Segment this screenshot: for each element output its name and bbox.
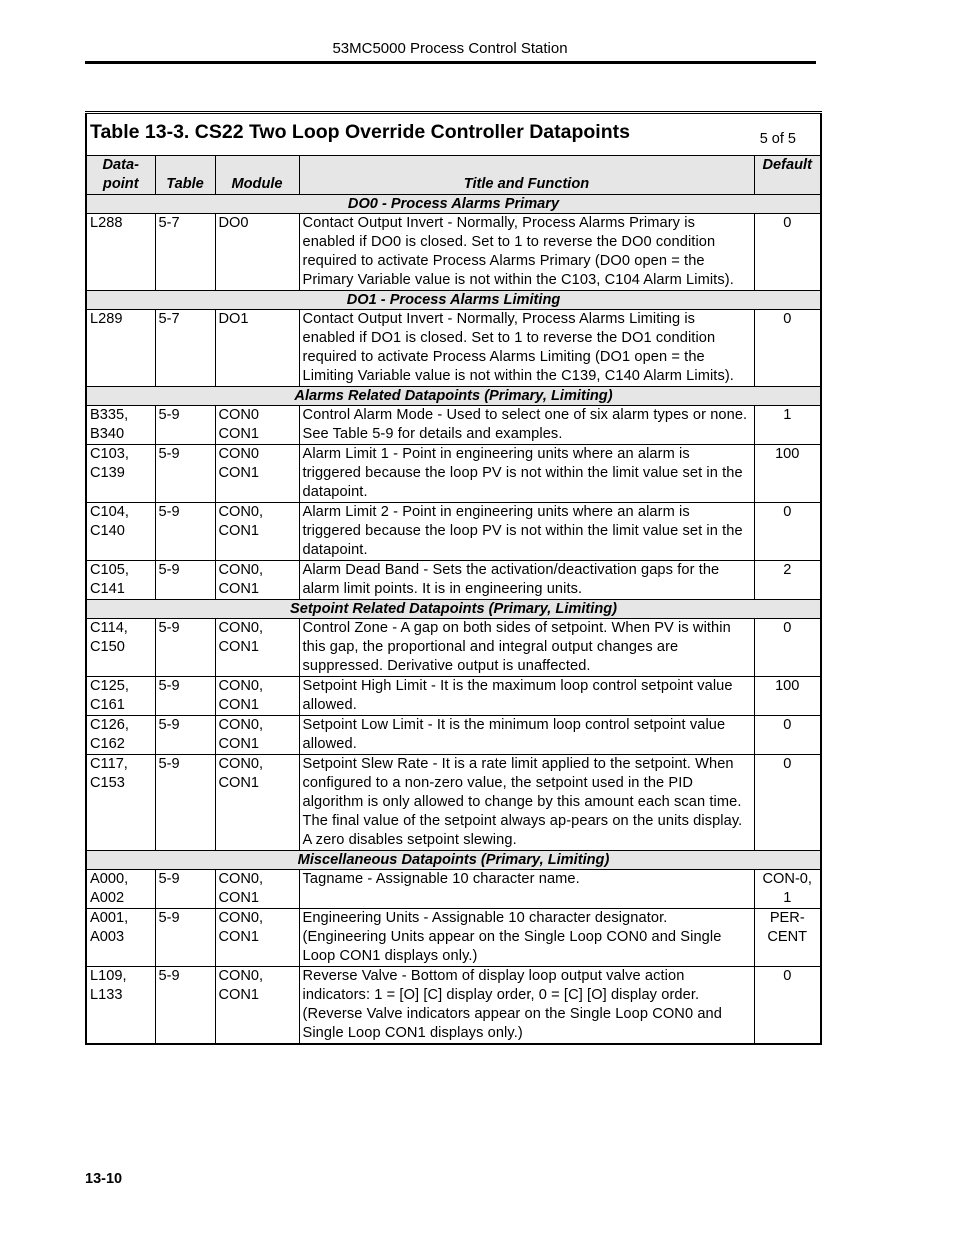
page-header-title: 53MC5000 Process Control Station	[332, 40, 568, 57]
table-title-row	[86, 113, 821, 156]
column-header-datapoint-line2: point	[102, 176, 139, 192]
cell-module: CON0 CON1	[215, 445, 299, 503]
cell-function: Tagname - Assignable 10 character name.	[299, 870, 754, 909]
cell-table: 5-9	[155, 967, 215, 1045]
cell-datapoint: C103, C139	[86, 445, 155, 503]
column-header-row	[86, 156, 821, 195]
cell-module: CON0, CON1	[215, 967, 299, 1045]
cell-function: Setpoint Slew Rate - It is a rate limit applied to the setpoint. When configured to a non-zero value, the setpoint used in the PID algorithm is only allowed to change by this amount each scan time. The final value of the setpoint always ap-pears on the units display. A zero disables setpoint slewing.	[299, 755, 754, 851]
cell-datapoint: C105, C141	[86, 561, 155, 600]
cell-datapoint: C126, C162	[86, 716, 155, 755]
table-row	[86, 561, 821, 600]
cell-module: CON0, CON1	[215, 503, 299, 561]
cell-table: 5-9	[155, 445, 215, 503]
cell-default: 100	[754, 677, 821, 716]
table-row	[86, 870, 821, 909]
cell-function: Control Zone - A gap on both sides of setpoint. When PV is within this gap, the proportional and integral output changes are suppressed. Derivative output is unaffected.	[299, 619, 754, 677]
page-number: 13-10	[85, 1171, 123, 1187]
cell-default: PER-CENT	[754, 909, 821, 967]
cell-table: 5-9	[155, 870, 215, 909]
cell-function: Setpoint High Limit - It is the maximum loop control setpoint value allowed.	[299, 677, 754, 716]
section-header-row	[86, 195, 821, 214]
cell-table: 5-9	[155, 503, 215, 561]
section-title: DO0 - Process Alarms Primary	[86, 195, 821, 214]
cell-datapoint: C104, C140	[86, 503, 155, 561]
column-header-function: Title and Function	[299, 156, 754, 195]
cell-module: CON0, CON1	[215, 677, 299, 716]
cell-module: CON0, CON1	[215, 561, 299, 600]
table-row	[86, 909, 821, 967]
cell-datapoint: C125, C161	[86, 677, 155, 716]
section-header-row	[86, 291, 821, 310]
table-row	[86, 967, 821, 1045]
column-header-module: Module	[215, 156, 299, 195]
cell-table: 5-9	[155, 619, 215, 677]
cell-module: DO1	[215, 310, 299, 387]
cell-function: Contact Output Invert - Normally, Process Alarms Primary is enabled if DO0 is closed. Set to 1 to reverse the DO0 condition required to activate Process Alarms Primary (DO0 open = the Primary Variable value is not within the C103, C104 Alarm Limits).	[299, 214, 754, 291]
table-row	[86, 716, 821, 755]
section-title: Setpoint Related Datapoints (Primary, Limiting)	[86, 600, 821, 619]
section-header-row	[86, 600, 821, 619]
cell-datapoint: A001, A003	[86, 909, 155, 967]
table-row	[86, 445, 821, 503]
table-title: Table 13-3. CS22 Two Loop Override Controller Datapoints	[90, 121, 630, 143]
cell-function: Alarm Limit 2 - Point in engineering units where an alarm is triggered because the loop PV is not within the limit value set in the datapoint.	[299, 503, 754, 561]
cell-datapoint: B335, B340	[86, 406, 155, 445]
cell-function: Reverse Valve - Bottom of display loop output valve action indicators: 1 = [O] [C] display order, 0 = [C] [O] display order. (Reverse Valve indicators appear on the Single Loop CON0 and Single Loop CON1 displays only.)	[299, 967, 754, 1045]
cell-default: 0	[754, 310, 821, 387]
cell-datapoint: L288	[86, 214, 155, 291]
cell-table: 5-9	[155, 909, 215, 967]
header-rule	[85, 61, 816, 64]
cell-default: 0	[754, 619, 821, 677]
cell-datapoint: C114, C150	[86, 619, 155, 677]
cell-module: CON0, CON1	[215, 909, 299, 967]
cell-module: CON0, CON1	[215, 716, 299, 755]
cell-default: 0	[754, 967, 821, 1045]
cell-datapoint: L289	[86, 310, 155, 387]
column-header-table: Table	[155, 156, 215, 195]
table-row	[86, 503, 821, 561]
cell-default: 0	[754, 716, 821, 755]
column-header-datapoint	[86, 156, 155, 195]
cell-table: 5-7	[155, 310, 215, 387]
cell-table: 5-9	[155, 406, 215, 445]
cell-function: Contact Output Invert - Normally, Process Alarms Limiting is enabled if DO1 is closed. Set to 1 to reverse the DO1 condition required to activate Process Alarms Limiting (DO1 open = the Limiting Variable value is not within the C139, C140 Alarm Limits).	[299, 310, 754, 387]
datapoints-table	[85, 111, 822, 1045]
cell-module: DO0	[215, 214, 299, 291]
cell-function: Alarm Dead Band - Sets the activation/deactivation gaps for the alarm limit points. It is in engineering units.	[299, 561, 754, 600]
table-row	[86, 755, 821, 851]
cell-default: 2	[754, 561, 821, 600]
cell-function: Control Alarm Mode - Used to select one of six alarm types or none. See Table 5-9 for details and examples.	[299, 406, 754, 445]
cell-default: 100	[754, 445, 821, 503]
table-row	[86, 310, 821, 387]
cell-module: CON0, CON1	[215, 619, 299, 677]
table-body	[86, 195, 821, 1045]
cell-module: CON0, CON1	[215, 755, 299, 851]
column-header-datapoint-line1: Data-	[102, 157, 139, 173]
cell-default: 1	[754, 406, 821, 445]
section-title: Alarms Related Datapoints (Primary, Limiting)	[86, 387, 821, 406]
cell-datapoint: A000, A002	[86, 870, 155, 909]
cell-table: 5-9	[155, 716, 215, 755]
cell-default: 0	[754, 214, 821, 291]
cell-module: CON0 CON1	[215, 406, 299, 445]
cell-default: 0	[754, 755, 821, 851]
table-row	[86, 214, 821, 291]
column-header-default: Default	[754, 156, 821, 195]
table-page-indicator: 5 of 5	[759, 131, 796, 147]
cell-table: 5-9	[155, 755, 215, 851]
cell-function: Setpoint Low Limit - It is the minimum loop control setpoint value allowed.	[299, 716, 754, 755]
section-title: Miscellaneous Datapoints (Primary, Limiting)	[86, 851, 821, 870]
section-header-row	[86, 387, 821, 406]
cell-datapoint: C117, C153	[86, 755, 155, 851]
cell-function: Engineering Units - Assignable 10 character designator. (Engineering Units appear on the Single Loop CON0 and Single Loop CON1 displays only.)	[299, 909, 754, 967]
cell-table: 5-7	[155, 214, 215, 291]
table-row	[86, 619, 821, 677]
table-row	[86, 406, 821, 445]
cell-table: 5-9	[155, 677, 215, 716]
cell-datapoint: L109, L133	[86, 967, 155, 1045]
cell-default: 0	[754, 503, 821, 561]
table-row	[86, 677, 821, 716]
cell-module: CON0, CON1	[215, 870, 299, 909]
cell-function: Alarm Limit 1 - Point in engineering units where an alarm is triggered because the loop PV is not within the limit value set in the datapoint.	[299, 445, 754, 503]
cell-table: 5-9	[155, 561, 215, 600]
cell-default: CON-0, 1	[754, 870, 821, 909]
section-title: DO1 - Process Alarms Limiting	[86, 291, 821, 310]
section-header-row	[86, 851, 821, 870]
